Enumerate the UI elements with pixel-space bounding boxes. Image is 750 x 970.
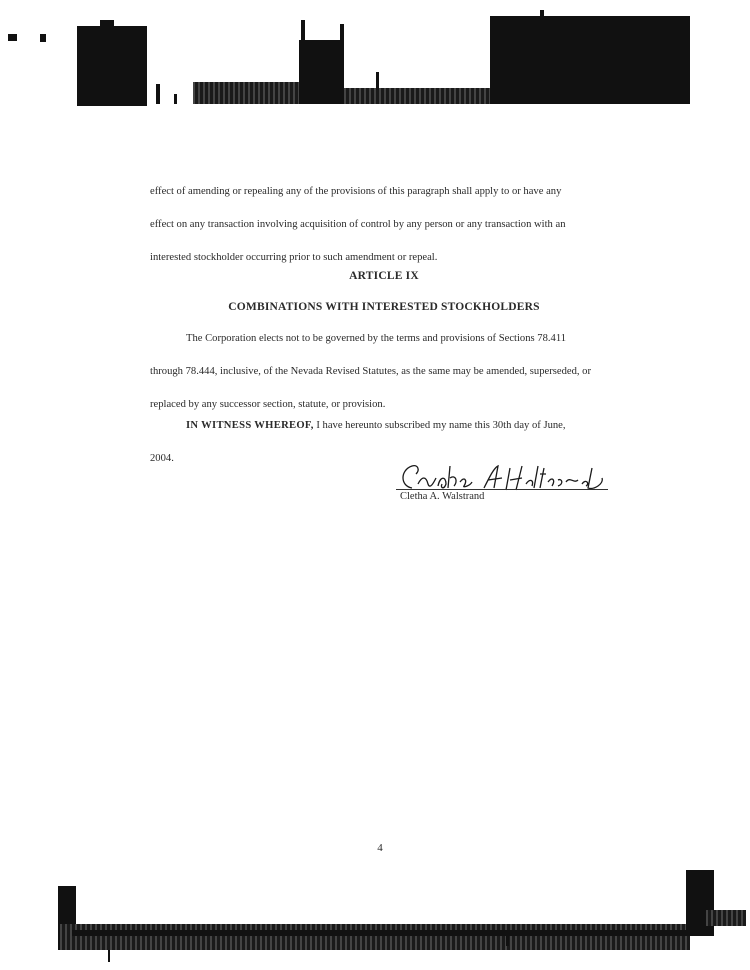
text-line: effect of amending or repealing any of the provisions of this paragraph shall apply to or have any (150, 186, 562, 197)
article-number: ARTICLE IX (349, 270, 419, 282)
text-line: through 78.444, inclusive, of the Nevada Revised Statutes, as the same may be amended, superseded, or (150, 366, 591, 377)
article-title: COMBINATIONS WITH INTERESTED STOCKHOLDERS (228, 301, 540, 313)
text-line: The Corporation elects not to be governed by the terms and provisions of Sections 78.411 (186, 333, 567, 344)
page-number: 4 (377, 842, 383, 854)
signature-line (396, 489, 608, 490)
text-line: interested stockholder occurring prior to such amendment or repeal. (150, 252, 438, 263)
signer-name: Cletha A. Walstrand (400, 491, 485, 502)
paragraph-continuation (150, 175, 620, 274)
text-line: effect on any transaction involving acquisition of control by any person or any transaction with an (150, 219, 566, 230)
witness-year: 2004. (150, 453, 174, 464)
witness-text: I have hereunto subscribed my name this 30th day of June, (316, 420, 566, 431)
article-body (150, 322, 620, 421)
text-line: replaced by any successor section, statute, or provision. (150, 399, 386, 410)
witness-lead: IN WITNESS WHEREOF, (186, 420, 314, 431)
